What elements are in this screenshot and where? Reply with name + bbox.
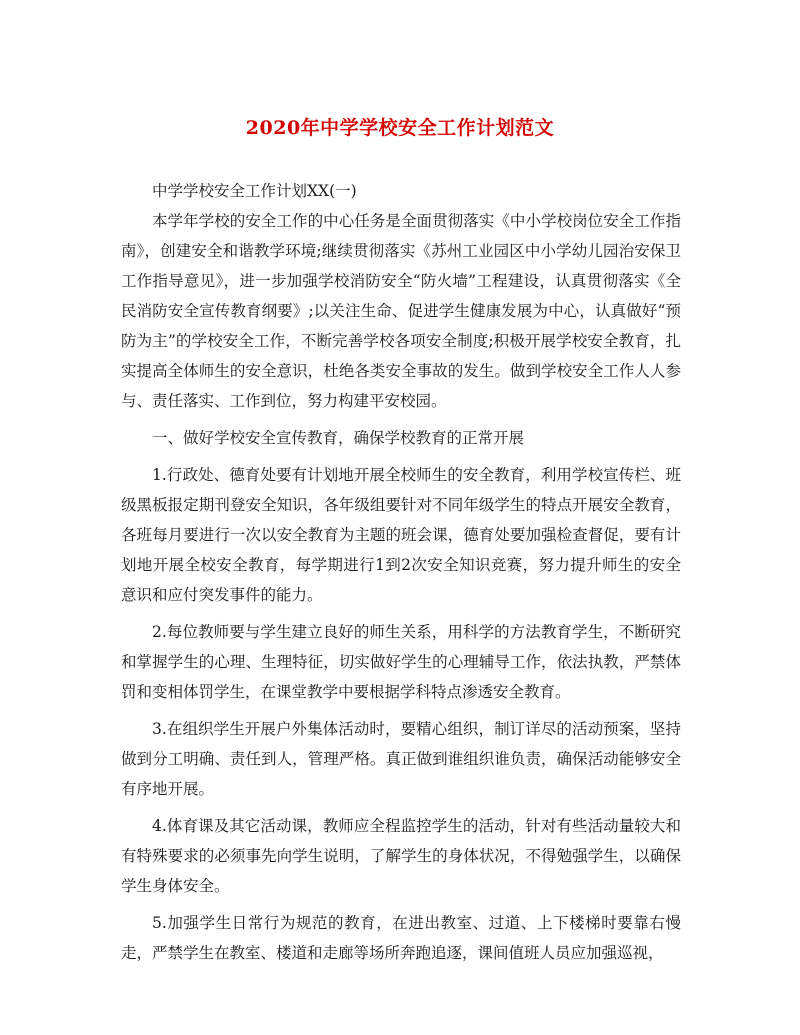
paragraph-item-3: 3.在组织学生开展户外集体活动时，要精心组织，制订详尽的活动预案，坚持做到分工明确、责任到人，管理严格。真正做到谁组织谁负责，确保活动能够安全有序地开展。 (121, 720, 681, 798)
paragraph-intro: 本学年学校的安全工作的中心任务是全面贯彻落实《中小学校岗位安全工作指南》，创建安全和谐教学环境;继续贯彻落实《苏州工业园区中小学幼儿园治安保卫工作指导意见》，进一步加强学校消防安全“防火墙”工程建设，认真贯彻落实《全民消防安全宣传教育纲要》;以关注生命、促进学生健康发展为中心，认真做好“预防为主”的学校安全工作，不断完善学校各项安全制度;积极开展学校安全教育，扎实提高全体师生的安全意识，杜绝各类安全事故的发生。做到学校安全工作人人参与、责任落实、工作到位，努力构建平安校园。 (121, 212, 681, 410)
section-heading: 一、做好学校安全宣传教育，确保学校教育的正常开展 (152, 429, 525, 447)
paragraph-item-4: 4.体育课及其它活动课，教师应全程监控学生的活动，针对有些活动量较大和有特殊要求的必须事先向学生说明，了解学生的身体状况，不得勉强学生，以确保学生身体安全。 (121, 817, 681, 895)
paragraph-item-5: 5.加强学生日常行为规范的教育，在进出教室、过道、上下楼梯时要靠右慢走，严禁学生在教室、楼道和走廊等场所奔跑追逐，课间值班人员应加强巡视， (121, 914, 681, 962)
paragraph-item-1: 1.行政处、德育处要有计划地开展全校师生的安全教育，利用学校宣传栏、班级黑板报定期刊登安全知识，各年级组要针对不同年级学生的特点开展安全教育，各班每月要进行一次以安全教育为主题的班会课，德育处要加强检查督促，要有计划地开展全校安全教育，每学期进行1到2次安全知识竞赛，努力提升师生的安全意识和应付突发事件的能力。 (121, 466, 681, 604)
document-title: 2020年中学学校安全工作计划范文 (245, 117, 555, 139)
document-body (121, 176, 681, 975)
document-subtitle: 中学学校安全工作计划XX(一) (152, 182, 357, 200)
paragraph-item-2: 2.每位教师要与学生建立良好的师生关系，用科学的方法教育学生，不断研究和掌握学生的心理、生理特征，切实做好学生的心理辅导工作，依法执教，严禁体罚和变相体罚学生，在课堂教学中要根据学科特点渗透安全教育。 (121, 623, 681, 701)
